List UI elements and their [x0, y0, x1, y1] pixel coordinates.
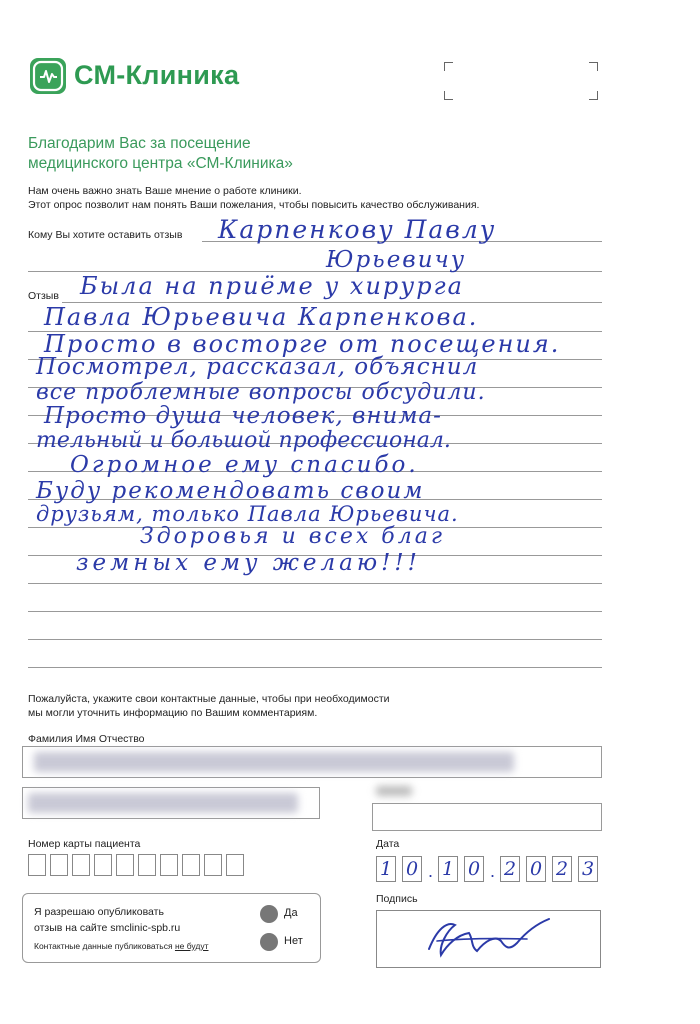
stamp-area: [444, 62, 598, 100]
review-handwriting-line[interactable]: Буду рекомендовать своим: [36, 478, 425, 504]
signature-drawing: [377, 911, 600, 967]
card-number-input[interactable]: [28, 854, 244, 876]
fio-redacted: [34, 752, 514, 772]
consent-yes-label: Да: [284, 907, 298, 919]
thanks-heading: Благодарим Вас за посещение медицинского центра «СМ-Клиника»: [28, 135, 293, 172]
recipient-handwriting-1[interactable]: Карпенкову Павлу: [218, 215, 497, 244]
email-field[interactable]: [372, 803, 602, 831]
card-number-label: Номер карты пациента: [28, 838, 141, 850]
date-digit: 2: [500, 856, 520, 882]
date-label: Дата: [376, 838, 400, 850]
fio-label: Фамилия Имя Отчество: [28, 733, 145, 745]
consent-text-1: Я разрешаю опубликовать: [34, 906, 164, 918]
signature-field[interactable]: [376, 910, 601, 968]
review-label: Отзыв: [28, 290, 59, 302]
date-digit: 0: [464, 856, 484, 882]
consent-no-radio[interactable]: [260, 933, 278, 951]
review-handwriting-line[interactable]: Посмотрел, рассказал, объяснил: [36, 354, 479, 380]
review-handwriting-line[interactable]: земных ему желаю!!!: [76, 550, 421, 576]
consent-text-2: отзыв на сайте smclinic-spb.ru: [34, 922, 181, 934]
clinic-name: СМ-Клиника: [74, 60, 240, 90]
consent-yes-radio[interactable]: [260, 905, 278, 923]
date-digit: 1: [438, 856, 458, 882]
review-handwriting-line[interactable]: тельный и большой профессионал.: [36, 428, 451, 453]
review-handwriting-line[interactable]: Была на приёме у хирурга: [80, 272, 464, 300]
review-rule: [28, 639, 602, 640]
phone-redacted: [28, 793, 298, 813]
contact-note: Пожалуйста, укажите свои контактные данные, чтобы при необходимости мы могли уточнить информацию по Вашим комментариям.: [28, 693, 390, 719]
review-handwriting-line[interactable]: Павла Юрьевича Карпенкова.: [44, 303, 479, 331]
email-label-redacted: [376, 786, 412, 796]
consent-note: Контактные данные публиковаться не будут: [34, 941, 209, 951]
review-handwriting-line[interactable]: Просто душа человек, внима-: [44, 403, 442, 429]
review-handwriting-line[interactable]: Просто в восторге от посещения.: [44, 330, 561, 358]
intro-text: Нам очень важно знать Ваше мнение о работе клиники. Этот опрос позволит нам понять Ваши пожелания, чтобы повысить качество обслуживания.: [28, 185, 480, 211]
signature-label: Подпись: [376, 893, 418, 905]
review-handwriting-line[interactable]: друзьям, только Павла Юрьевича.: [36, 502, 459, 526]
review-rule: [28, 611, 602, 612]
date-digit: 0: [526, 856, 546, 882]
date-input[interactable]: 1 0 . 1 0 . 2 0 2 3: [376, 856, 598, 886]
review-handwriting-line[interactable]: Огромное ему спасибо.: [70, 452, 419, 478]
date-digit: 2: [552, 856, 572, 882]
review-handwriting-line[interactable]: все проблемные вопросы обсудили.: [36, 380, 486, 405]
consent-no-label: Нет: [284, 935, 303, 947]
clinic-logo-icon: [30, 58, 66, 94]
recipient-handwriting-2[interactable]: Юрьевичу: [326, 247, 467, 273]
review-handwriting-line[interactable]: Здоровья и всех благ: [140, 524, 445, 549]
review-rule: [28, 667, 602, 668]
date-digit: 3: [578, 856, 598, 882]
date-digit: 0: [402, 856, 422, 882]
date-digit: 1: [376, 856, 396, 882]
review-rule: [28, 583, 602, 584]
recipient-label: Кому Вы хотите оставить отзыв: [28, 229, 183, 241]
